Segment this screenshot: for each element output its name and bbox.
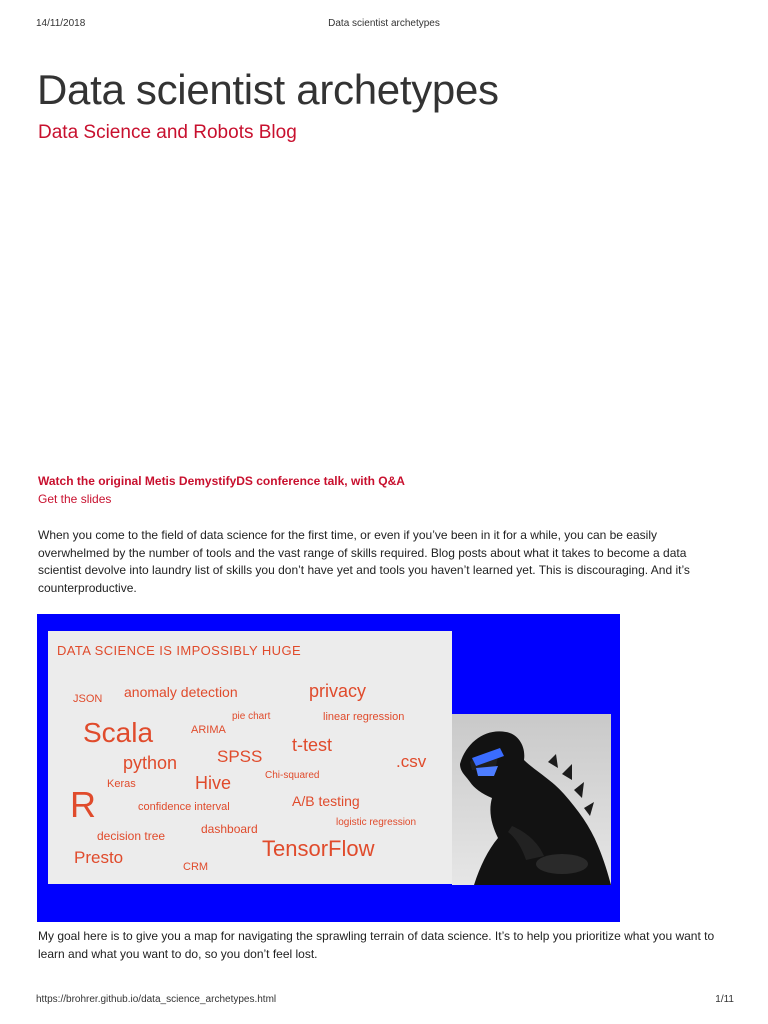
data-science-figure — [37, 614, 620, 922]
intro-paragraph: When you come to the field of data science for the first time, or even if you’ve been in it for a while, you can be easily overwhelmed by the number of tools and the vast range of skills required. Blog posts about what it takes to become a data scientist devolve into laundry list of skills you don’t have yet and tools you haven’t learned yet. This is discouraging. And it’s counterproductive. — [38, 528, 690, 595]
word-linear-regression: linear regression — [323, 711, 405, 723]
word-json: JSON — [73, 693, 103, 705]
word-crm: CRM — [183, 861, 209, 873]
word-anomaly-detection: anomaly detection — [124, 684, 238, 700]
goal-paragraph: My goal here is to give you a map for navigating the sprawling terrain of data science. It’s to help you prioritize what you want to learn and what you want to do, so you don’t feel lost. — [38, 929, 715, 961]
word-csv: .csv — [396, 752, 427, 771]
word-dashboard: dashboard — [201, 822, 258, 836]
word-t-test: t-test — [292, 735, 333, 755]
word-arima: ARIMA — [191, 724, 226, 736]
page-title: Data scientist archetypes — [37, 66, 499, 113]
word-presto: Presto — [74, 848, 124, 867]
word-pie-chart: pie chart — [232, 711, 271, 722]
word-scala: Scala — [83, 717, 154, 748]
word-python: python — [123, 753, 178, 773]
word-cloud-title: DATA SCIENCE IS IMPOSSIBLY HUGE — [57, 643, 302, 658]
word-chi-squared: Chi-squared — [265, 770, 320, 781]
word-hive: Hive — [195, 773, 232, 793]
godzilla-image — [452, 714, 611, 885]
print-page-number: 1/11 — [715, 994, 734, 1005]
conference-talk-link[interactable]: Watch the original Metis DemystifyDS conference talk, with Q&A — [38, 474, 405, 488]
blog-name-link[interactable]: Data Science and Robots Blog — [38, 122, 297, 143]
word-ab-testing: A/B testing — [292, 793, 360, 809]
print-header-title: Data scientist archetypes — [328, 18, 440, 29]
print-footer-url: https://brohrer.github.io/data_science_archetypes.html — [36, 994, 277, 1005]
word-confidence-interval: confidence interval — [138, 801, 230, 813]
godzilla-silhouette — [452, 714, 611, 885]
word-decision-tree: decision tree — [97, 829, 166, 843]
word-privacy: privacy — [309, 681, 367, 701]
word-r: R — [70, 784, 96, 825]
word-cloud-panel — [48, 631, 452, 884]
word-keras: Keras — [107, 778, 136, 790]
word-tensorflow: TensorFlow — [262, 836, 375, 861]
print-date: 14/11/2018 — [36, 18, 86, 29]
slides-link[interactable]: Get the slides — [38, 492, 112, 506]
word-logistic-regression: logistic regression — [336, 817, 417, 828]
word-spss: SPSS — [217, 747, 263, 766]
